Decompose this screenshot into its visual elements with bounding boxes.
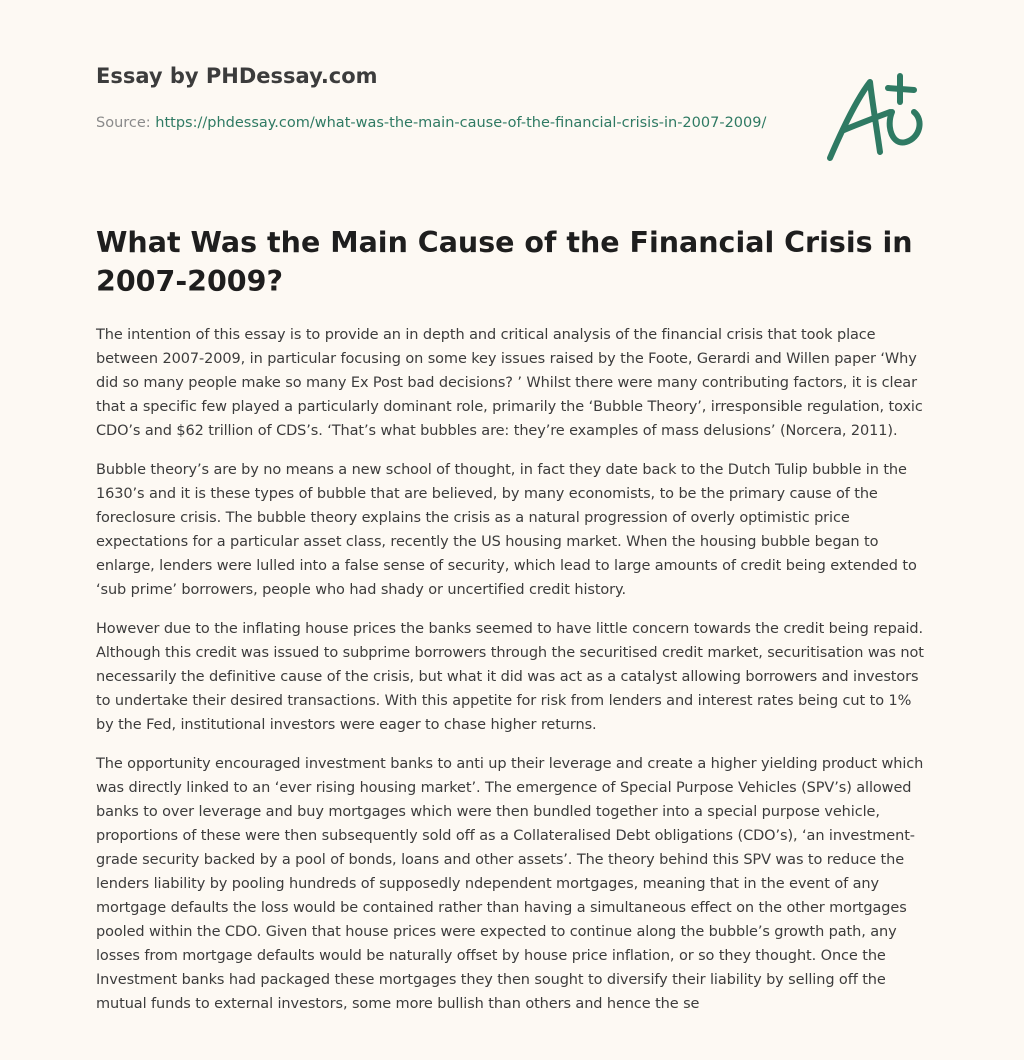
a-plus-logo-icon: [822, 68, 926, 164]
paragraph: Bubble theory’s are by no means a new school of thought, in fact they date back to the Dutch Tulip bubble in the 1630’s and it is these types of bubble that are believed, by many economists, to be the primary cause of the foreclosure crisis. The bubble theory explains the crisis as a natural progression of overly optimistic price expectations for a particular asset class, recently the US housing market. When the housing bubble began to enlarge, lenders were lulled into a false sense of security, which lead to large amounts of credit being extended to ‘sub prime’ borrowers, people who had shady or uncertified credit history.: [96, 462, 917, 598]
source-link[interactable]: https://phdessay.com/what-was-the-main-cause-of-the-financial-crisis-in-2007-2009/: [155, 115, 767, 131]
site-brand: Essay by PHDessay.com: [96, 64, 378, 88]
paragraph: The opportunity encouraged investment banks to anti up their leverage and create a higher yielding product which was directly linked to an ‘ever rising housing market’. The emergence of Special Purpose Vehicles (SPV’s) allowed banks to over leverage and buy mortgages which were then bundled together into a special purpose vehicle, proportions of these were then subsequently sold off as a Collateralised Debt obligations (CDO’s), ‘an investment-grade security backed by a pool of bonds, loans and other assets’. The theory behind this SPV was to reduce the lenders liability by pooling hundreds of supposedly ndependent mortgages, meaning that in the event of any mortgage defaults the loss would be contained rather than having a simultaneous effect on the other mortgages pooled within the CDO. Given that house prices were expected to continue along the bubble’s growth path, any losses from mortgage defaults would be naturally offset by house price inflation, or so they thought. Once the Investment banks had packaged these mortgages they then sought to diversify their liability by selling off the mutual funds to external investors, some more bullish than others and hence the se: [96, 756, 924, 1012]
paragraph: The intention of this essay is to provide an in depth and critical analysis of the financial crisis that took place between 2007-2009, in particular focusing on some key issues raised by the Foote, Gerardi and Willen paper ‘Why did so many people make so many Ex Post bad decisions? ’ Whilst there were many contributing factors, it is clear that a specific few played a particularly dominant role, primarily the ‘Bubble Theory’, irresponsible regulation, toxic CDO’s and $62 trillion of CDS’s. ‘That’s what bubbles are: they’re examples of mass delusions’ (Norcera, 2011).: [96, 327, 923, 439]
source-line: [96, 111, 776, 135]
paragraph: However due to the inflating house prices the banks seemed to have little concern towards the credit being repaid. Although this credit was issued to subprime borrowers through the securitised credit market, securitisation was not necessarily the definitive cause of the crisis, but what it did was act as a catalyst allowing borrowers and investors to undertake their desired transactions. With this appetite for risk from lenders and interest rates being cut to 1% by the Fed, institutional investors were eager to chase higher returns.: [96, 621, 924, 733]
essay-body: [96, 323, 928, 1031]
source-label: Source:: [96, 115, 156, 131]
essay-title: What Was the Main Cause of the Financial Crisis in 2007-2009?: [96, 226, 913, 298]
